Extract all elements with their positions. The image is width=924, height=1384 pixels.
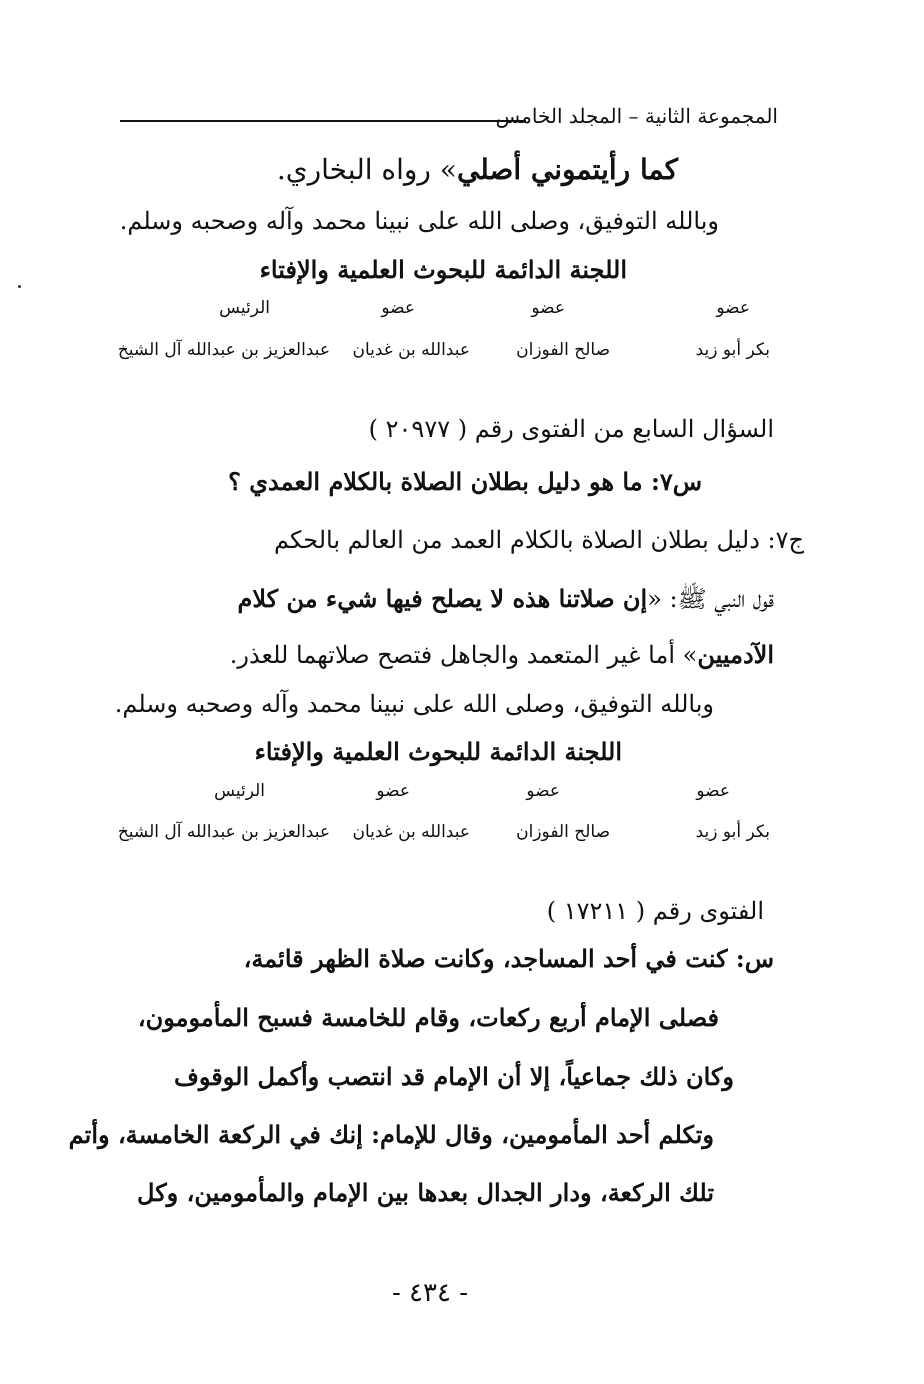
sig-title: عضو [381,298,415,318]
answer-line-3-plain: » أما غير المتعمد والجاهل فتصح صلاتهما للعذر. [229,641,698,669]
sig-title: عضو [526,781,560,801]
answer-line-2-plain: قول النبي ﷺ: « [647,585,774,613]
signature-titles-1 [110,298,770,324]
signature-names-1 [110,340,770,366]
hadith-line [277,153,678,186]
sig-name: عبدالعزيز بن عبدالله آل الشيخ [117,340,330,360]
signature-names-2 [110,822,770,848]
blessing-1: وبالله التوفيق، وصلى الله على نبينا محمد وآله وصحبه وسلم. [119,207,719,235]
sig-name: عبدالله بن غديان [352,822,470,842]
sig-name: صالح الفوزان [516,822,610,842]
header-rule [120,120,526,122]
answer-line-3-quote: الآدميين [697,640,774,669]
sig-title: الرئيس [219,298,270,318]
body-line: تلك الركعة، ودار الجدال بعدها بين الإمام والمأمومين، وكل [137,1178,714,1207]
sig-title: الرئيس [214,781,265,801]
fatwa-heading-1: السؤال السابع من الفتوى رقم ( ٢٠٩٧٧ ) [368,415,774,443]
sig-name: بكر أبو زيد [695,340,770,360]
hadith-quote: كما رأيتموني أصلي [456,153,678,186]
answer-line-3 [230,640,774,669]
body-line: وتكلم أحد المأمومين، وقال للإمام: إنك في الركعة الخامسة، وأتم [68,1120,714,1149]
margin-speck [18,285,21,288]
sig-title: عضو [531,298,565,318]
blessing-2: وبالله التوفيق، وصلى الله على نبينا محمد وآله وصحبه وسلم. [114,690,714,718]
answer-line-2-quote: إن صلاتنا هذه لا يصلح فيها شيء من كلام [237,584,648,613]
running-header: المجموعة الثانية – المجلد الخامس [495,104,778,128]
page-number: - ٤٣٤ - [391,1278,469,1308]
answer-line-2 [237,584,774,619]
committee-2: اللجنة الدائمة للبحوث العلمية والإفتاء [254,737,622,766]
committee-1: اللجنة الدائمة للبحوث العلمية والإفتاء [259,255,627,284]
signature-titles-2 [110,781,770,807]
hadith-attribution: » رواه البخاري. [276,153,457,186]
sig-name: عبدالله بن غديان [352,340,470,360]
body-line: س: كنت في أحد المساجد، وكانت صلاة الظهر قائمة، [243,944,774,973]
sig-name: بكر أبو زيد [695,822,770,842]
fatwa-heading-2: الفتوى رقم ( ١٧٢١١ ) [546,897,764,925]
body-line: فصلى الإمام أربع ركعات، وقام للخامسة فسبح المأمومون، [137,1003,719,1032]
sig-title: عضو [716,298,750,318]
question-7: س٧: ما هو دليل بطلان الصلاة بالكلام العمدي ؟ [228,467,702,496]
answer-line-1: ج٧: دليل بطلان الصلاة بالكلام العمد من العالم بالحكم [274,526,804,554]
sig-title: عضو [696,781,730,801]
sig-name: عبدالعزيز بن عبدالله آل الشيخ [117,822,330,842]
sig-title: عضو [376,781,410,801]
body-line: وكان ذلك جماعياً، إلا أن الإمام قد انتصب وأكمل الوقوف [174,1062,734,1091]
sig-name: صالح الفوزان [516,340,610,360]
